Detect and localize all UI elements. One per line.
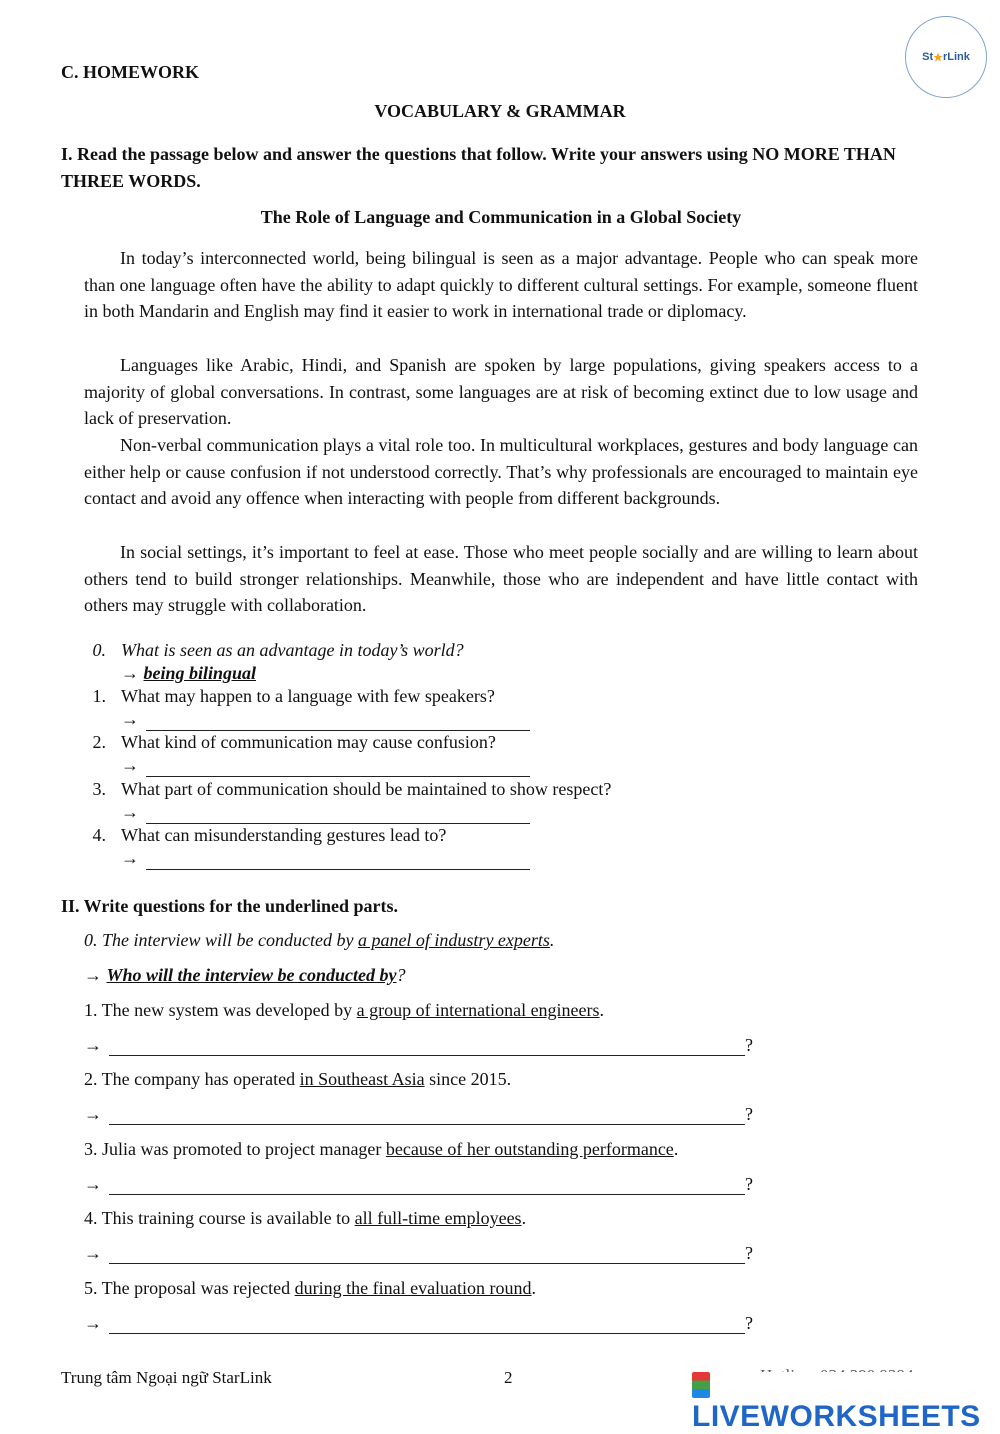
question-input[interactable] (109, 1055, 745, 1056)
question-item: 2. What kind of communication may cause confusion? → (0, 732, 1000, 778)
question-input[interactable] (109, 1194, 745, 1195)
section-heading: C. HOMEWORK (61, 62, 199, 82)
rewrite-example: 0. The interview will be conducted by a panel of industry experts. (84, 930, 555, 950)
subheading: VOCABULARY & GRAMMAR (374, 101, 626, 121)
answer-input[interactable] (146, 776, 530, 777)
footer-center-name: Trung tâm Ngoại ngữ StarLink (61, 1368, 272, 1387)
passage-paragraph: In social settings, it’s important to feel at ease. Those who meet people socially and are willing to learn about others tend to build stronger relationships. Meanwhile, those who are independent and have little contact with others may struggle with collaboration. (84, 542, 918, 616)
rewrite-item: 3. Julia was promoted to project manager because of her outstanding performance. → ? (84, 1139, 753, 1194)
rewrite-example-answer: → Who will the interview be conducted by? (84, 965, 406, 985)
part2-instruction: II. Write questions for the underlined parts. (61, 896, 399, 916)
question-item: 3. What part of communication should be maintained to show respect? → (92, 779, 612, 822)
liveworksheets-watermark: LIVEWORKSHEETS (690, 1372, 1000, 1434)
rewrite-item: 1. The new system was developed by a group of international engineers. → ? (84, 1000, 753, 1055)
passage-paragraph: Languages like Arabic, Hindi, and Spanish are spoken by large populations, giving speakers access to a majority of global conversations. In contrast, some languages are at risk of becoming extinct due to low usage and lack of preservation. (84, 355, 918, 429)
question-example: 0. What is seen as an advantage in today’s world? → being bilingual (92, 640, 464, 683)
starlink-logo: St ★ rLink (905, 16, 987, 98)
page-number: 2 (504, 1368, 513, 1387)
question-input[interactable] (109, 1263, 745, 1264)
part1-instruction: I. Read the passage below and answer the questions that follow. Write your answers using NO MORE THAN THREE WORDS. (61, 144, 896, 191)
rewrite-item: 4. This training course is available to all full-time employees. → ? (84, 1208, 753, 1263)
question-input[interactable] (109, 1124, 745, 1125)
passage-title: The Role of Language and Communication in a Global Society (260, 207, 742, 227)
question-item: 1. What may happen to a language with few speakers? → (0, 686, 1000, 732)
answer-input[interactable] (146, 823, 530, 824)
example-answer: being bilingual (143, 663, 257, 683)
answer-input[interactable] (146, 730, 530, 731)
liveworksheets-logo-icon (692, 1372, 710, 1398)
rewrite-item: 2. The company has operated in Southeast Asia since 2015. → ? (84, 1069, 753, 1124)
rewrite-item: 5. The proposal was rejected during the final evaluation round. → ? (84, 1278, 753, 1333)
question-input[interactable] (109, 1333, 745, 1334)
star-icon: ★ (933, 51, 943, 64)
passage-paragraph: In today’s interconnected world, being bilingual is seen as a major advantage. People who can speak more than one language often have the ability to adapt quickly to different cultural settings. For example, someone fluent in both Mandarin and English may find it easier to work in international trade or diplomacy. (84, 248, 918, 322)
answer-input[interactable] (146, 869, 530, 870)
passage-paragraph: Non-verbal communication plays a vital role too. In multicultural workplaces, gestures and body language can either help or cause confusion if not understood correctly. That’s why professionals are encouraged to maintain eye contact and avoid any offence when interacting with people from different backgrounds. (84, 435, 918, 509)
question-item: 4. What can misunderstanding gestures lead to? → (0, 825, 1000, 871)
